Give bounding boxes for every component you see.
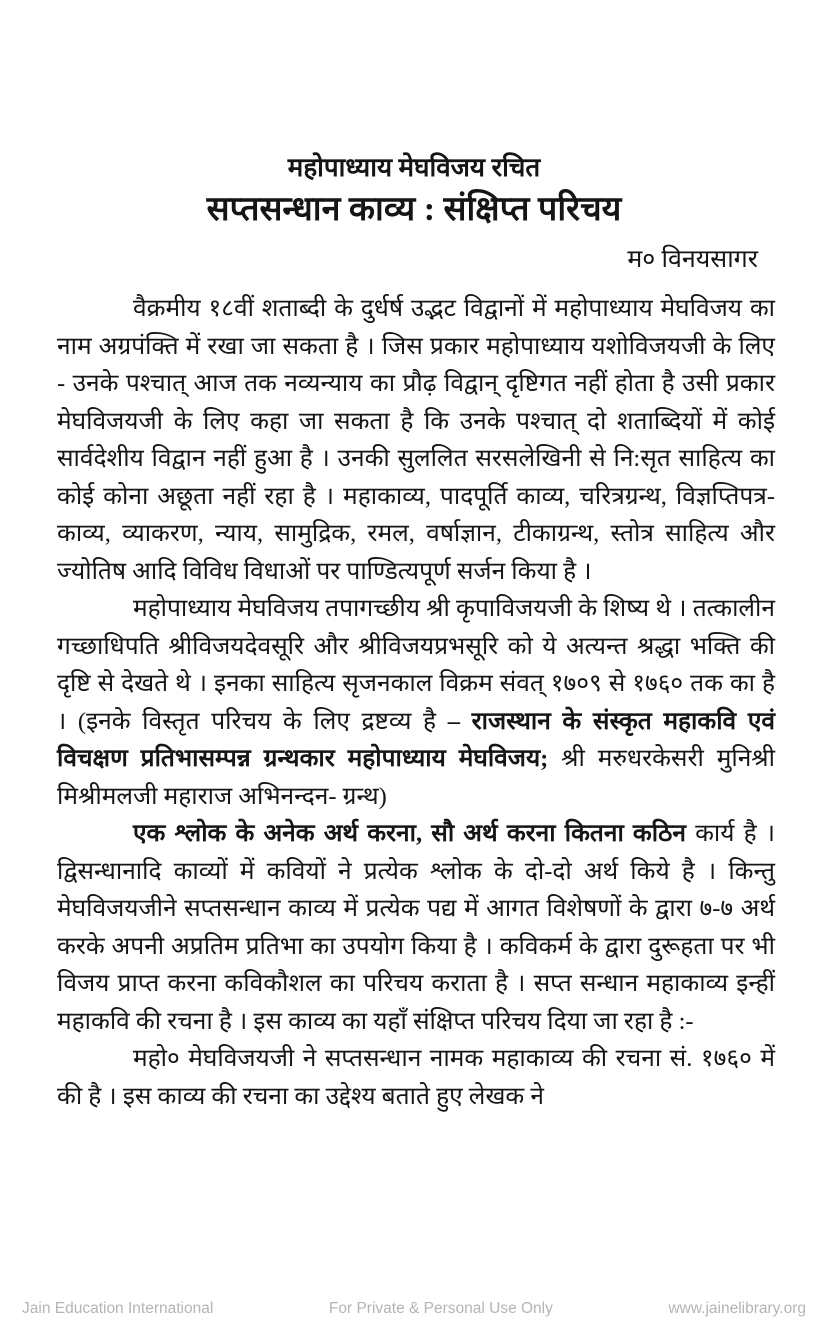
paragraph-2-text-lead: महोपाध्याय मेघविजय तपागच्छीय श्री कृपाविजयजी के शिष्य थे । तत्कालीन गच्छाधिपति श्रीविजयदेवसूरि और श्रीविजयप्रभसूरि को ये अत्यन्त श्रद्धा भक्ति की दृष्टि से देखते थे । इनका साहित्य सृजनकाल विक्रम संवत् १७०९ से १७६० तक का है । (इनके विस्तृत परिचय के लिए द्रष्टव्य है xyxy=(57,595,775,735)
paragraph-2-bold-reference: – राजस्थान के संस्कृत महाकवि एवं विचक्षण प्रतिभासम्पन्न ग्रन्थकार महोपाध्याय मेघविजय; xyxy=(57,707,775,772)
paragraph-3 xyxy=(57,815,775,1040)
paragraph-4-text: महो० मेघविजयजी ने सप्तसन्धान नामक महाकाव्य की रचना सं. १७६० में की है । इस काव्य की रचना का उद्देश्य बताते हुए लेखक ने xyxy=(57,1045,775,1110)
page-footer xyxy=(0,1300,828,1318)
footer-publisher-label: Jain Education International xyxy=(22,1300,214,1317)
document-header xyxy=(0,152,828,276)
paragraph-1 xyxy=(57,290,775,590)
paragraph-2-text-tail: श्री मरुधरकेसरी मुनिश्री मिश्रीमलजी महाराज अभिनन्दन- ग्रन्थ) xyxy=(57,745,775,810)
paragraph-3-bold-lead: एक श्लोक के अनेक अर्थ करना, सौ अर्थ करना कितना कठिन xyxy=(133,820,686,847)
document-subtitle: महोपाध्याय मेघविजय रचित xyxy=(287,153,541,182)
document-body xyxy=(57,290,775,1115)
page-title: सप्तसन्धान काव्य : संक्षिप्त परिचय xyxy=(206,191,622,228)
author-name: म० विनयसागर xyxy=(627,246,758,273)
paragraph-3-text-tail: कार्य है । द्विसन्धानादि काव्यों में कवियों ने प्रत्येक श्लोक के दो-दो अर्थ किये है । किन्तु मेघविजयजीने सप्तसन्धान काव्य में प्रत्येक पद्य में आगत विशेषणों के द्वारा ७-७ अर्थ करके अपनी अप्रतिम प्रतिभा का उपयोग किया है । कविकर्म के द्वारा दुरूहता पर भी विजय प्राप्त करना कविकौशल का परिचय कराता है । सप्त सन्धान महाकाव्य इन्हीं महाकवि की रचना है । इस काव्य का यहाँ संक्षिप्त परिचय दिया जा रहा है :- xyxy=(57,820,776,1035)
paragraph-2 xyxy=(57,590,775,815)
footer-usage-notice: For Private & Personal Use Only xyxy=(328,1300,553,1317)
paragraph-4 xyxy=(57,1040,775,1115)
paragraph-1-text: वैक्रमीय १८वीं शताब्दी के दुर्धर्ष उद्भट विद्वानों में महोपाध्याय मेघविजय का नाम अग्रपंक्ति में रखा जा सकता है । जिस प्रकार महोपाध्याय यशोविजयजी के लिए - उनके पश्चात् आज तक नव्यन्याय का प्रौढ़ विद्वान् दृष्टिगत नहीं होता है उसी प्रकार मेघविजयजी के लिए कहा जा सकता है कि उनके पश्चात् दो शताब्दियों में कोई सार्वदेशीय विद्वान नहीं हुआ है । उनकी सुललित सरसलेखिनी से नि:सृत साहित्य का कोई कोना अछूता नहीं रहा है । महाकाव्य, पादपूर्ति काव्य, चरित्रग्रन्थ, विज्ञप्तिपत्र-काव्य, व्याकरण, न्याय, सामुद्रिक, रमल, वर्षाज्ञान, टीकाग्रन्थ, स्तोत्र साहित्य और ज्योतिष आदि विविध विधाओं पर पाण्डित्यपूर्ण सर्जन किया है । xyxy=(57,295,775,585)
footer-website-url: www.jainelibrary.org xyxy=(668,1300,806,1317)
